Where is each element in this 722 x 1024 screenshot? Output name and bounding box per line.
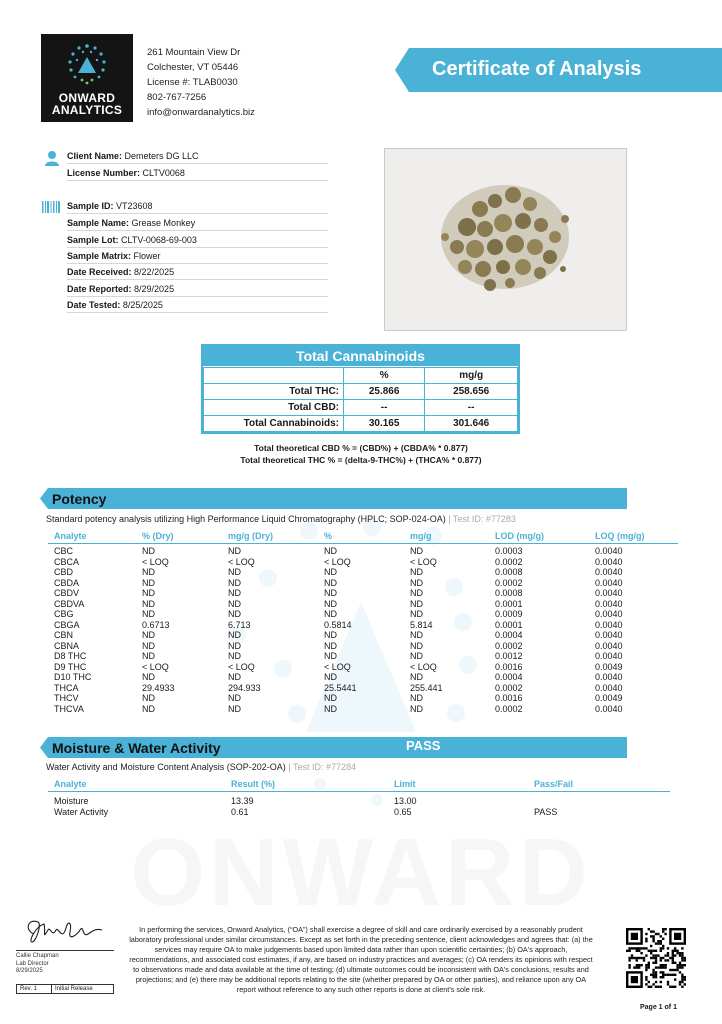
potency-cell-loq: 0.0040: [595, 651, 623, 661]
client-name-row: [67, 148, 328, 164]
potency-row: [54, 609, 665, 620]
potency-cell-lod: 0.0012: [495, 651, 523, 661]
tc-pct: --: [344, 400, 425, 416]
potency-subtitle: [46, 514, 516, 524]
potency-cell-loq: 0.0040: [595, 682, 623, 693]
potency-cell-pct: ND: [324, 609, 337, 619]
potency-col-loq: LOQ (mg/g): [595, 531, 645, 541]
potency-row: [54, 704, 665, 715]
potency-cell-pct-dry: ND: [142, 703, 155, 714]
formula-thc: Total theoretical THC % = (delta-9-THC%) + (THCA% * 0.877): [240, 455, 482, 465]
potency-row: [54, 683, 665, 694]
potency-cell-loq: 0.0040: [595, 672, 623, 682]
potency-cell-pct-dry: ND: [142, 609, 155, 619]
sample-lot-row: [67, 232, 328, 248]
potency-cell-mg-dry: ND: [228, 598, 241, 609]
water-activity-passfail: PASS: [534, 806, 558, 817]
tc-row-total: [204, 416, 518, 432]
tc-label: Total Cannabinoids:: [204, 416, 344, 432]
page-number: Page 1 of 1: [640, 1004, 677, 1011]
potency-cell-loq: 0.0049: [595, 693, 623, 703]
signatory-title: Lab Director: [16, 960, 49, 967]
moisture-col-limit: Limit: [394, 779, 416, 789]
potency-cell-pct-dry: 29.4933: [142, 682, 175, 693]
potency-row: [54, 588, 665, 599]
potency-cell-pct-dry: ND: [142, 672, 155, 682]
potency-cell-mg-dry: ND: [228, 693, 241, 703]
potency-cell-mg: ND: [410, 672, 423, 682]
sample-id-label: Sample ID:: [67, 201, 114, 211]
potency-cell-mg: 5.814: [410, 619, 433, 630]
potency-cell-pct: ND: [324, 640, 337, 651]
potency-cell-mg-dry: ND: [228, 577, 241, 588]
moisture-title: Moisture & Water Activity: [52, 740, 221, 756]
potency-cell-lod: 0.0008: [495, 588, 523, 598]
qr-code-icon[interactable]: [626, 928, 686, 988]
potency-cell-mg-dry: ND: [228, 640, 241, 651]
potency-cell-lod: 0.0009: [495, 609, 523, 619]
moisture-header-row: [54, 778, 634, 790]
potency-cell-analyte: THCA: [54, 682, 79, 693]
potency-cell-pct: < LOQ: [324, 556, 351, 567]
potency-title: Potency: [52, 491, 107, 507]
potency-bar: [40, 488, 627, 509]
potency-cell-pct: 0.5814: [324, 619, 352, 630]
potency-cell-analyte: CBDV: [54, 588, 80, 598]
potency-cell-pct-dry: ND: [142, 567, 155, 577]
potency-cell-mg: ND: [410, 598, 423, 609]
tc-mg: 258.656: [425, 384, 518, 400]
potency-cell-lod: 0.0003: [495, 546, 523, 556]
potency-row: [54, 557, 665, 568]
potency-col-mg-dry: mg/g (Dry): [228, 531, 273, 541]
potency-col-mg: mg/g: [410, 531, 432, 541]
tc-corner: [204, 368, 344, 384]
potency-cell-analyte: CBN: [54, 630, 74, 640]
total-cannabinoids-table: [203, 367, 518, 432]
potency-row: [54, 662, 665, 673]
lab-email[interactable]: info@onwardanalytics.biz: [147, 107, 255, 118]
potency-cell-pct: ND: [324, 598, 337, 609]
potency-cell-mg-dry: ND: [228, 703, 241, 714]
potency-cell-loq: 0.0040: [595, 546, 623, 556]
sample-name: Grease Monkey: [131, 218, 196, 228]
sample-matrix-label: Sample Matrix:: [67, 251, 132, 261]
potency-cell-loq: 0.0040: [595, 630, 623, 640]
potency-cell-analyte: CBG: [54, 609, 74, 619]
potency-cell-lod: 0.0002: [495, 703, 523, 714]
lab-street: 261 Mountain View Dr: [147, 47, 241, 58]
legal-disclaimer: In performing the services, Onward Analytics, (“OA”) shall exercise a degree of skill and care ordinarily exercised by a reasonably prudent laboratory professional under similar circumstances. Except as set forth in the preceding sentence, client acknowledges and agrees that: (a) the services may require OA to make judgements based upon limited data rather than upon scientific certainties; (b) OA's approach, recommendations, and associated cost estimates, if any, are based on industry practices and averages; (c) OA renders its opinions with respect to observations made and data available at the time of testing; (d) ultimate outcomes could be inconsistent with OA's conclusions, results and projections; and (e) there may be additional reports relating to the site (whether prepared by OA or other parties), and reliance upon any OA report without reference to any such other reports is done at client's sole risk.: [129, 925, 593, 994]
lab-license: License #: TLAB0030: [147, 77, 238, 88]
sample-name-row: [67, 215, 328, 231]
potency-cell-pct-dry: ND: [142, 693, 155, 703]
client-name: Demeters DG LLC: [124, 151, 199, 161]
moisture-method: Water Activity and Moisture Content Analysis (SOP-202-OA): [46, 762, 286, 772]
sample-id: VT23608: [116, 201, 153, 211]
tc-row-thc: [204, 384, 518, 400]
potency-row: [54, 651, 665, 662]
potency-cell-pct-dry: ND: [142, 640, 155, 651]
potency-body: [54, 542, 665, 714]
potency-cell-mg-dry: ND: [228, 630, 241, 640]
potency-header-row: [54, 530, 665, 542]
potency-cell-analyte: CBGA: [54, 619, 80, 630]
potency-row: [54, 672, 665, 683]
date-reported-row: [67, 281, 328, 297]
date-received: 8/22/2025: [134, 267, 175, 277]
potency-cell-mg-dry: ND: [228, 546, 241, 556]
handwritten-signature: [22, 912, 112, 950]
logo-mark-icon: [63, 40, 111, 90]
potency-cell-analyte: THCVA: [54, 703, 84, 714]
client-name-label: Client Name:: [67, 151, 123, 161]
tc-mg: --: [425, 400, 518, 416]
potency-cell-analyte: D9 THC: [54, 661, 87, 672]
sample-lot: CLTV-0068-69-003: [121, 235, 197, 245]
potency-cell-analyte: D10 THC: [54, 672, 92, 682]
moisture-col-result: Result (%): [231, 779, 276, 789]
moisture-row: [54, 796, 634, 807]
potency-cell-mg-dry: < LOQ: [228, 556, 255, 567]
water-activity-analyte: Water Activity: [54, 806, 109, 817]
revision-note: Initial Release: [55, 986, 93, 992]
tc-header-row: [204, 368, 518, 384]
tc-col-pct: %: [344, 368, 425, 384]
potency-cell-mg-dry: 6.713: [228, 619, 251, 630]
potency-cell-mg-dry: ND: [228, 567, 241, 577]
moisture-result: 13.39: [231, 796, 254, 806]
client-license-row: [67, 165, 328, 181]
potency-row: [54, 546, 665, 557]
person-icon: [44, 150, 60, 166]
potency-cell-lod: 0.0004: [495, 672, 523, 682]
moisture-limit: 13.00: [394, 796, 417, 806]
potency-cell-analyte: CBDVA: [54, 598, 85, 609]
potency-cell-pct: 25.5441: [324, 682, 357, 693]
potency-cell-loq: 0.0040: [595, 619, 623, 630]
potency-cell-mg: ND: [410, 588, 423, 598]
potency-cell-analyte: D8 THC: [54, 651, 87, 661]
moisture-passfail: [534, 796, 634, 807]
potency-cell-mg: ND: [410, 567, 423, 577]
signatory-date: 8/29/2025: [16, 968, 43, 974]
sample-id-row: [67, 198, 328, 214]
flower-image: [385, 149, 627, 331]
potency-cell-lod: 0.0016: [495, 661, 523, 672]
sample-matrix-row: [67, 248, 328, 264]
potency-cell-pct-dry: < LOQ: [142, 661, 169, 672]
potency-method: Standard potency analysis utilizing High Performance Liquid Chromatography (HPLC; SOP-024-OA): [46, 514, 446, 524]
potency-cell-lod: 0.0002: [495, 556, 523, 567]
signature-line: [16, 950, 114, 951]
moisture-col-analyte: Analyte: [54, 779, 87, 789]
barcode-icon: [42, 201, 60, 213]
moisture-col-passfail: Pass/Fail: [534, 779, 574, 789]
watermark-text: [130, 819, 591, 926]
potency-cell-pct: < LOQ: [324, 661, 351, 672]
moisture-status-badge: PASS: [406, 738, 441, 753]
potency-row: [54, 599, 665, 610]
potency-cell-mg: ND: [410, 546, 423, 556]
potency-cell-loq: 0.0040: [595, 703, 623, 714]
date-reported-label: Date Reported:: [67, 284, 132, 294]
potency-row: [54, 630, 665, 641]
potency-cell-loq: 0.0040: [595, 598, 623, 609]
potency-cell-mg-dry: ND: [228, 672, 241, 682]
potency-col-analyte: Analyte: [54, 531, 87, 541]
potency-cell-mg-dry: ND: [228, 588, 241, 598]
potency-table: [54, 530, 665, 714]
date-received-label: Date Received:: [67, 267, 132, 277]
moisture-test-id: | Test ID: #77284: [288, 762, 356, 772]
tc-pct: 25.866: [344, 384, 425, 400]
lab-phone: 802-767-7256: [147, 92, 207, 103]
potency-cell-analyte: CBDA: [54, 577, 80, 588]
potency-row: [54, 578, 665, 589]
potency-row: [54, 567, 665, 578]
potency-cell-mg: ND: [410, 640, 423, 651]
potency-cell-lod: 0.0002: [495, 640, 523, 651]
tc-mg: 301.646: [425, 416, 518, 432]
potency-cell-pct: ND: [324, 703, 337, 714]
date-tested-row: [67, 297, 328, 313]
potency-cell-lod: 0.0004: [495, 630, 523, 640]
potency-cell-pct-dry: ND: [142, 598, 155, 609]
potency-cell-mg: ND: [410, 609, 423, 619]
potency-cell-pct: ND: [324, 651, 337, 661]
sample-name-label: Sample Name:: [67, 218, 130, 228]
potency-cell-pct: ND: [324, 693, 337, 703]
potency-cell-pct-dry: ND: [142, 577, 155, 588]
signatory-block: [16, 953, 59, 976]
potency-row: [54, 641, 665, 652]
date-tested-label: Date Tested:: [67, 300, 121, 310]
potency-cell-lod: 0.0001: [495, 619, 523, 630]
potency-cell-mg: ND: [410, 703, 423, 714]
potency-cell-lod: 0.0008: [495, 567, 523, 577]
potency-cell-loq: 0.0040: [595, 588, 623, 598]
potency-row: [54, 693, 665, 704]
date-reported: 8/29/2025: [134, 284, 175, 294]
document-title: Certificate of Analysis: [432, 58, 642, 80]
company-logo: [41, 34, 133, 122]
potency-cell-lod: 0.0002: [495, 682, 523, 693]
total-cannabinoids-title: Total Cannabinoids: [203, 346, 518, 366]
moisture-table: [54, 778, 634, 817]
potency-cell-mg: 255.441: [410, 682, 443, 693]
potency-col-pct-dry: % (Dry): [142, 531, 174, 541]
lab-city: Colchester, VT 05446: [147, 62, 239, 73]
potency-test-id: | Test ID: #77283: [448, 514, 516, 524]
potency-cell-mg-dry: < LOQ: [228, 661, 255, 672]
potency-cell-analyte: THCV: [54, 693, 79, 703]
sample-matrix: Flower: [133, 251, 161, 261]
potency-row: [54, 620, 665, 631]
potency-cell-analyte: CBD: [54, 567, 74, 577]
potency-cell-analyte: CBC: [54, 546, 74, 556]
water-activity-row: [54, 807, 634, 818]
tc-pct: 30.165: [344, 416, 425, 432]
tc-label: Total THC:: [204, 384, 344, 400]
water-activity-limit: 0.65: [394, 806, 412, 817]
tc-label: Total CBD:: [204, 400, 344, 416]
potency-cell-mg: ND: [410, 693, 423, 703]
potency-cell-analyte: CBNA: [54, 640, 80, 651]
potency-cell-pct-dry: ND: [142, 588, 155, 598]
potency-cell-pct: ND: [324, 630, 337, 640]
potency-cell-mg: ND: [410, 630, 423, 640]
tc-row-cbd: [204, 400, 518, 416]
lab-address: [147, 45, 255, 120]
potency-cell-mg: ND: [410, 651, 423, 661]
potency-cell-pct-dry: 0.6713: [142, 619, 170, 630]
potency-cell-mg: < LOQ: [410, 661, 437, 672]
total-cannabinoids-box: [201, 344, 520, 434]
sample-photo: [384, 148, 627, 331]
potency-cell-lod: 0.0001: [495, 598, 523, 609]
logo-line-1: ONWARD: [58, 91, 116, 105]
potency-cell-analyte: CBCA: [54, 556, 80, 567]
potency-cell-pct: ND: [324, 672, 337, 682]
potency-cell-pct-dry: ND: [142, 546, 155, 556]
potency-col-lod: LOD (mg/g): [495, 531, 544, 541]
tc-col-mg: mg/g: [425, 368, 518, 384]
client-license: CLTV0068: [142, 168, 185, 178]
potency-col-pct: %: [324, 531, 333, 541]
potency-cell-loq: 0.0040: [595, 609, 623, 619]
potency-cell-pct: ND: [324, 546, 337, 556]
potency-cell-loq: 0.0040: [595, 567, 623, 577]
potency-cell-mg: ND: [410, 577, 423, 588]
potency-cell-loq: 0.0040: [595, 640, 623, 651]
potency-cell-lod: 0.0002: [495, 577, 523, 588]
potency-cell-lod: 0.0016: [495, 693, 523, 703]
potency-cell-loq: 0.0049: [595, 661, 623, 672]
signatory-name: Callie Chapman: [16, 953, 59, 959]
potency-cell-loq: 0.0040: [595, 577, 623, 588]
revision-box: [16, 984, 114, 994]
formula-cbd: Total theoretical CBD % = (CBD%) + (CBDA% * 0.877): [254, 443, 468, 453]
sample-lot-label: Sample Lot:: [67, 235, 119, 245]
potency-cell-pct-dry: ND: [142, 630, 155, 640]
date-tested: 8/25/2025: [122, 300, 163, 310]
potency-cell-pct: ND: [324, 567, 337, 577]
potency-cell-pct-dry: < LOQ: [142, 556, 169, 567]
water-activity-result: 0.61: [231, 806, 249, 817]
revision-number: Rev. 1: [20, 986, 37, 992]
potency-cell-loq: 0.0040: [595, 556, 623, 567]
potency-cell-mg-dry: 294.933: [228, 682, 261, 693]
date-received-row: [67, 264, 328, 280]
potency-cell-pct: ND: [324, 577, 337, 588]
potency-cell-mg-dry: ND: [228, 609, 241, 619]
potency-cell-mg: < LOQ: [410, 556, 437, 567]
logo-line-2: ANALYTICS: [51, 103, 123, 117]
client-license-label: License Number:: [67, 168, 141, 178]
potency-cell-pct: ND: [324, 588, 337, 598]
moisture-analyte: Moisture: [54, 796, 89, 806]
potency-cell-mg-dry: ND: [228, 651, 241, 661]
potency-cell-pct-dry: ND: [142, 651, 155, 661]
moisture-subtitle: [46, 762, 356, 772]
